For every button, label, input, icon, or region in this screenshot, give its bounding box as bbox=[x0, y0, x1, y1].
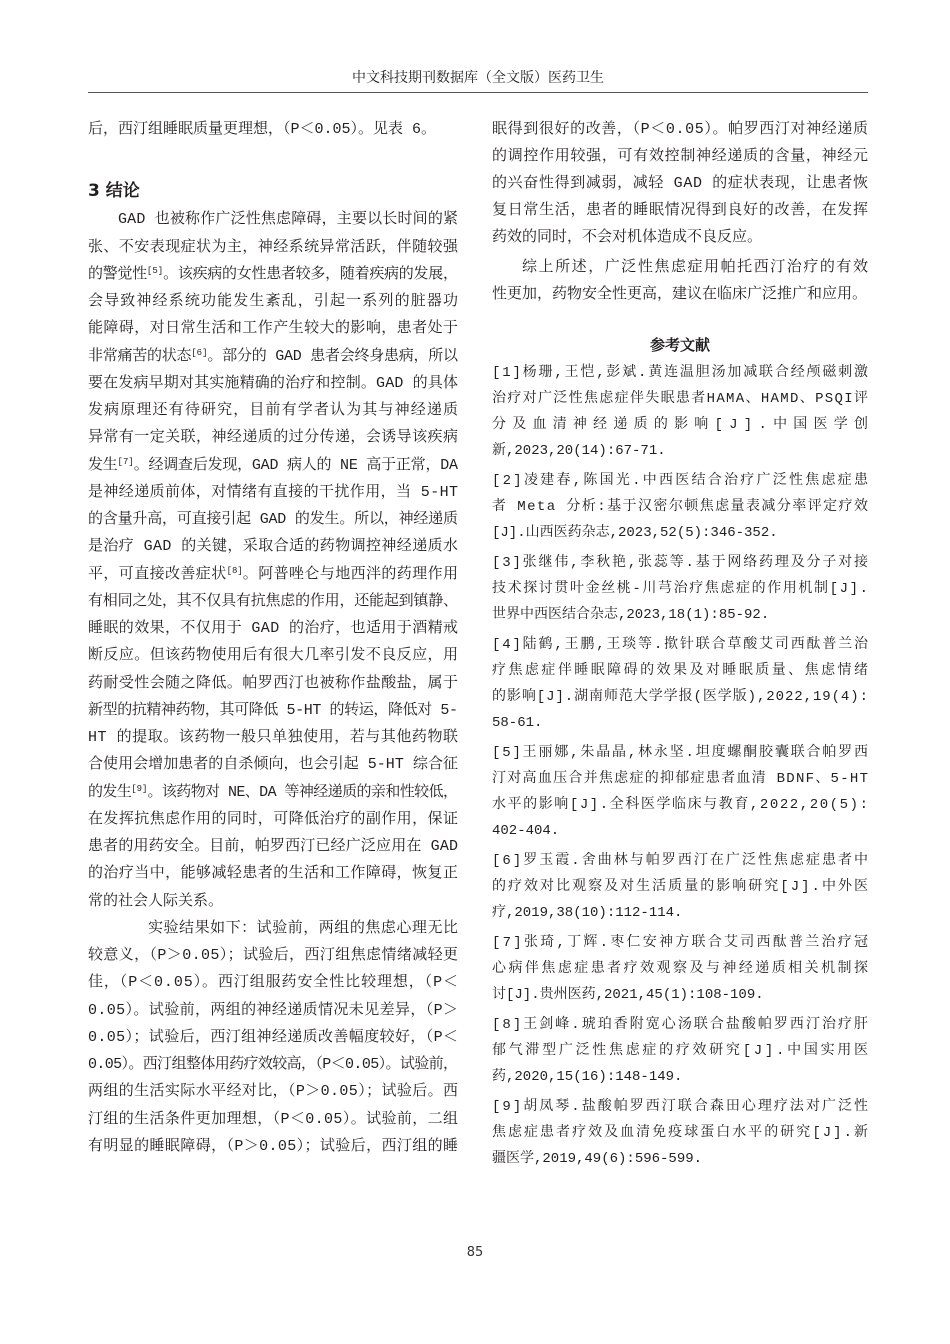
text-line: GAD 也被称作广泛性焦虑障碍，主要以长时间的紧 bbox=[118, 211, 459, 229]
text-line: 要在发病早期对其实施精确的治疗和控制。GAD 的具体 bbox=[88, 374, 459, 392]
reference-line: 水平的影响[J].全科医学临床与教育,2022,20(5): bbox=[492, 797, 870, 813]
text-segment: 发生 bbox=[88, 456, 118, 474]
text-line: 的兴奋性得到减弱，减轻 GAD 的症状表现，让患者恢 bbox=[492, 175, 869, 192]
journal-title: 中文科技期刊数据库（全文版）医药卫生 bbox=[352, 70, 604, 86]
text-line: 较意义，（P＞0.05）；试验后，西汀组焦虑情绪减轻更 bbox=[88, 947, 459, 964]
text-line: 的调控作用较强，可有效控制神经递质的含量，神经元 bbox=[492, 148, 869, 165]
text-line: 佳，（P＜0.05）。西汀组服药安全性比较理想，（P＜ bbox=[88, 974, 459, 992]
reference-line: 治疗对广泛性焦虑症伴失眠患者HAMA、HAMD、PSQI评 bbox=[492, 391, 870, 407]
text-line bbox=[88, 561, 458, 588]
reference-line: 新,2023,20(14):67-71. bbox=[492, 443, 666, 459]
reference-line: [8]王剑峰.琥珀香附宽心汤联合盐酸帕罗西汀治疗肝 bbox=[492, 1017, 871, 1033]
text-line: 后，西汀组睡眠质量更理想，（P＜0.05）。见表 6。 bbox=[88, 121, 437, 138]
text-line: 0.05）。试验前，两组的神经递质情况未见差异，（P＞ bbox=[88, 1001, 459, 1019]
text-line: 0.05）。西汀组整体用药疗效较高，（P＜0.05）。试验前， bbox=[88, 1056, 458, 1073]
text-segment: 非常痛苦的状态 bbox=[88, 347, 192, 365]
reference-line: 讨[J].贵州医药,2021,45(1):108-109. bbox=[492, 987, 764, 1003]
text-line: 0.05）；试验后，西汀组神经递质改善幅度较好，（P＜ bbox=[88, 1028, 459, 1046]
text-segment: 。该疾病的女性患者较多，随着疾病的发展， bbox=[163, 265, 458, 283]
reference-line: 焦虑症患者疗效及血清免疫球蛋白水平的研究[J].新 bbox=[492, 1125, 871, 1141]
text-line: 的含量升高，可直接引起 GAD 的发生。所以，神经递质 bbox=[88, 511, 458, 528]
text-line: 是治疗 GAD 的关键，采取合适的药物调控神经递质水 bbox=[88, 538, 459, 556]
right-column bbox=[492, 116, 875, 1172]
text-line: 断反应。但该药物使用后有很大几率引发不良反应，用 bbox=[88, 647, 459, 665]
reference-line: 的影响[J].湖南师范大学学报(医学版),2022,19(4): bbox=[492, 689, 869, 705]
reference-line: 郁气滞型广泛性焦虑症的疗效研究[J].中国实用医 bbox=[492, 1043, 871, 1059]
reference-line: 技术探讨贯叶金丝桃-川芎治疗焦虑症的作用机制[J]. bbox=[492, 581, 870, 597]
text-line: 新型的抗精神药物，其可降低 5-HT 的转运，降低对 5- bbox=[88, 701, 458, 719]
section-heading: 3 结论 bbox=[88, 181, 140, 202]
reference-line: [7]张琦,丁辉.枣仁安神方联合艾司西酞普兰治疗冠 bbox=[492, 935, 871, 951]
left-column bbox=[88, 116, 458, 1160]
reference-line: 疗焦虑症伴睡眠障碍的效果及对睡眠质量、焦虑情绪 bbox=[492, 663, 871, 679]
citation-superscript: [5] bbox=[146, 266, 164, 277]
text-line: 复日常生活，患者的睡眠情况得到良好的改善，在发挥 bbox=[492, 202, 869, 219]
text-segment: 。阿普唑仑与地西泮的药理作用 bbox=[242, 565, 459, 583]
text-segment: 。该药物对 NE、DA 等神经递质的亲和性较低， bbox=[147, 783, 458, 801]
reference-line: [4]陆鹤,王鹏,王琰等.揿针联合草酸艾司西酞普兰治 bbox=[492, 637, 870, 653]
text-line: 常的社会人际关系。 bbox=[88, 892, 224, 910]
references-list bbox=[492, 360, 875, 1172]
text-segment: 。经调查后发现，GAD 病人的 NE 高于正常，DA bbox=[133, 456, 458, 474]
text-line: 两组的生活实际水平经对比，（P＞0.05）；试验后。西 bbox=[88, 1083, 459, 1101]
text-line: 张、不安表现症状为主，神经系统异常活跃，伴随较强 bbox=[88, 238, 459, 256]
references-heading: 参考文献 bbox=[649, 335, 710, 354]
text-line: 药耐受性会随之降低。帕罗西汀也被称作盐酸盐，属于 bbox=[88, 674, 459, 692]
running-header bbox=[88, 68, 868, 88]
reference-line: 402-404. bbox=[492, 823, 560, 839]
reference-line: 者 Meta 分析:基于汉密尔顿焦虑量表减分率评定疗效 bbox=[492, 499, 870, 515]
reference-line: [9]胡凤琴.盐酸帕罗西汀联合森田心理疗法对广泛性 bbox=[492, 1099, 871, 1115]
reference-line: 分及血清神经递质的影响[J].中国医学创 bbox=[492, 417, 875, 433]
reference-line: 世界中西医结合杂志,2023,18(1):85-92. bbox=[492, 607, 770, 623]
reference-item bbox=[492, 550, 868, 628]
text-line: 药效的同时，不会对机体造成不良反应。 bbox=[492, 229, 763, 246]
citation-superscript: [8] bbox=[226, 566, 243, 576]
text-line: 有相同之处，其不仅具有抗焦虑的作用，还能起到镇静、 bbox=[88, 592, 458, 610]
reference-item bbox=[492, 1012, 871, 1090]
reference-item bbox=[492, 740, 868, 844]
text-line: 性更加，药物安全性更高，建议在临床广泛推广和应用。 bbox=[492, 285, 868, 303]
text-line: 会导致神经系统功能发生紊乱，引起一系列的脏器功 bbox=[88, 293, 460, 310]
reference-line: [J].山西医药杂志,2023,52(5):346-352. bbox=[492, 525, 778, 541]
text-line: 在发挥抗焦虑作用的同时，可降低治疗的副作用，保证 bbox=[88, 810, 459, 828]
text-line: 汀组的生活条件更加理想，（P＜0.05）。试验前，二组 bbox=[88, 1110, 459, 1128]
text-line: 异常有一定关联，神经递质的过分传递，会诱导该疾病 bbox=[88, 429, 459, 447]
text-line: 发病原理还有待研究，目前有学者认为其与神经递质 bbox=[88, 402, 460, 419]
text-line: 是神经递质前体，对情绪有直接的干扰作用，当 5-HT bbox=[88, 483, 459, 501]
text-segment: 。部分的 GAD 患者会终身患病，所以 bbox=[207, 347, 458, 365]
text-line: 能障碍，对日常生活和工作产生较大的影响，患者处于 bbox=[88, 320, 459, 338]
text-line: HT 的提取。该药物一般只单独使用，若与其他药物联 bbox=[88, 729, 459, 746]
reference-line: 58-61. bbox=[492, 715, 543, 731]
citation-superscript: [6] bbox=[191, 348, 208, 358]
reference-line: 汀对高血压合并焦虑症的抑郁症患者血清 BDNF、5-HT bbox=[492, 771, 870, 787]
summary-paragraph bbox=[492, 254, 868, 308]
reference-line: [1]杨珊,王恺,彭斌.黄连温胆汤加减联合经颅磁刺激 bbox=[492, 365, 870, 381]
reference-line: [3]张继伟,李秋艳,张蕊等.基于网络药理及分子对接 bbox=[492, 555, 870, 571]
reference-line: [2]凌建春,陈国光.中西医结合治疗广泛性焦虑症患 bbox=[492, 473, 871, 489]
text-segment: 的发生 bbox=[88, 783, 132, 801]
header-rule bbox=[88, 92, 868, 93]
citation-superscript: [9] bbox=[131, 784, 148, 794]
text-line bbox=[88, 452, 458, 479]
text-line: 综上所述，广泛性焦虑症用帕托西汀治疗的有效 bbox=[522, 258, 870, 276]
text-line: 患者的用药安全。目前，帕罗西汀已经广泛应用在 GAD bbox=[88, 838, 459, 855]
text-line: 实验结果如下：试验前，两组的焦虑心理无比 bbox=[148, 919, 459, 937]
citation-superscript: [7] bbox=[117, 457, 134, 467]
reference-line: [5]王丽娜,朱晶晶,林永坚.坦度螺酮胶囊联合帕罗西 bbox=[492, 745, 870, 761]
text-line bbox=[88, 261, 458, 288]
reference-line: 疗,2019,38(10):112-114. bbox=[492, 905, 683, 921]
reference-line: 药,2020,15(16):148-149. bbox=[492, 1069, 683, 1085]
text-line: 的治疗当中，能够减轻患者的生活和工作障碍，恢复正 bbox=[88, 865, 459, 883]
reference-item bbox=[492, 468, 871, 546]
page-number: 85 bbox=[466, 1245, 484, 1260]
results-paragraph bbox=[88, 915, 458, 1160]
text-line bbox=[88, 343, 458, 370]
reference-line: 的疗效对比观察及对生活质量的影响研究[J].中外医 bbox=[492, 879, 871, 895]
reference-item bbox=[492, 360, 875, 464]
reference-line: 疆医学,2019,49(6):596-599. bbox=[492, 1151, 703, 1167]
reference-line: [6]罗玉霞.舍曲林与帕罗西汀在广泛性焦虑症患者中 bbox=[492, 853, 871, 869]
text-line: 有明显的睡眠障碍，（P＞0.05）；试验后，西汀组的睡 bbox=[88, 1137, 459, 1155]
reference-item bbox=[492, 632, 871, 736]
text-line: 睡眠的效果，不仅用于 GAD 的治疗，也适用于酒精戒 bbox=[88, 620, 459, 637]
results-paragraph-continued bbox=[492, 116, 868, 251]
text-segment: 平，可直接改善症状 bbox=[88, 565, 227, 583]
text-line: 合使用会增加患者的自杀倾向，也会引起 5-HT 综合征 bbox=[88, 756, 459, 774]
reference-line: 心病伴焦虑症患者疗效观察及与神经递质相关机制探 bbox=[492, 961, 871, 977]
text-line: 眠得到很好的改善，（P＜0.05）。帕罗西汀对神经递质 bbox=[492, 121, 869, 138]
text-segment: 的警觉性 bbox=[88, 265, 147, 283]
reference-item bbox=[492, 848, 871, 926]
continued-paragraph bbox=[88, 116, 458, 143]
reference-item bbox=[492, 930, 871, 1008]
reference-item bbox=[492, 1094, 871, 1172]
text-line bbox=[88, 779, 458, 806]
conclusion-paragraph bbox=[88, 206, 458, 915]
